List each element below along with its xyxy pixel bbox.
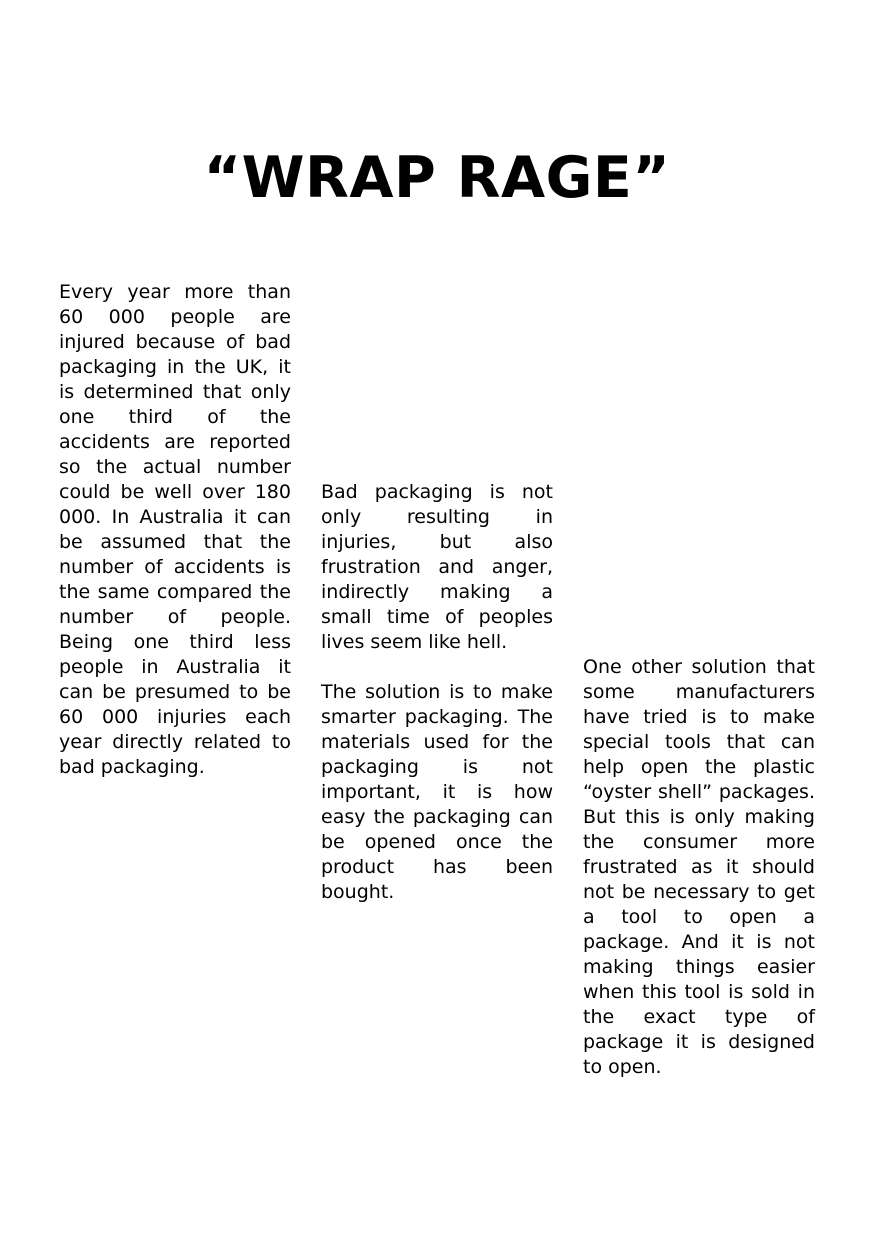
text-column-2 xyxy=(321,480,553,905)
paragraph-solution: The solution is to make smarter packaging. The materials used for the packaging is not important, it is how easy the packaging can be opened once the product has been bought. xyxy=(321,681,553,903)
paragraph-other-solution: One other solution that some manufacturers have tried is to make special tools that can help open the plastic “oyster shell” packages. But this is only making the consumer more frustrated as it should not be necessary to get a tool to open a package. And it is not making things easier when this tool is sold in the exact type of package it is designed to open. xyxy=(583,656,815,1078)
text-column-3 xyxy=(583,655,815,1080)
paragraph-spacer xyxy=(321,655,553,680)
paragraph-frustration: Bad packaging is not only resulting in injuries, but also frustration and anger, indirectly making a small time of peoples lives seem like hell. xyxy=(321,481,553,653)
paragraph-injury-statistics: Every year more than 60 000 people are injured because of bad packaging in the UK, it is determined that only one third of the accidents are reported so the actual number could be well over 180 000. In Australia it can be assumed that the number of accidents is the same compared the number of people. Being one third less people in Australia it can be presumed to be 60 000 injuries each year directly related to bad packaging. xyxy=(59,281,291,778)
text-column-1 xyxy=(59,280,291,780)
document-title: “WRAP RAGE” xyxy=(203,145,671,211)
